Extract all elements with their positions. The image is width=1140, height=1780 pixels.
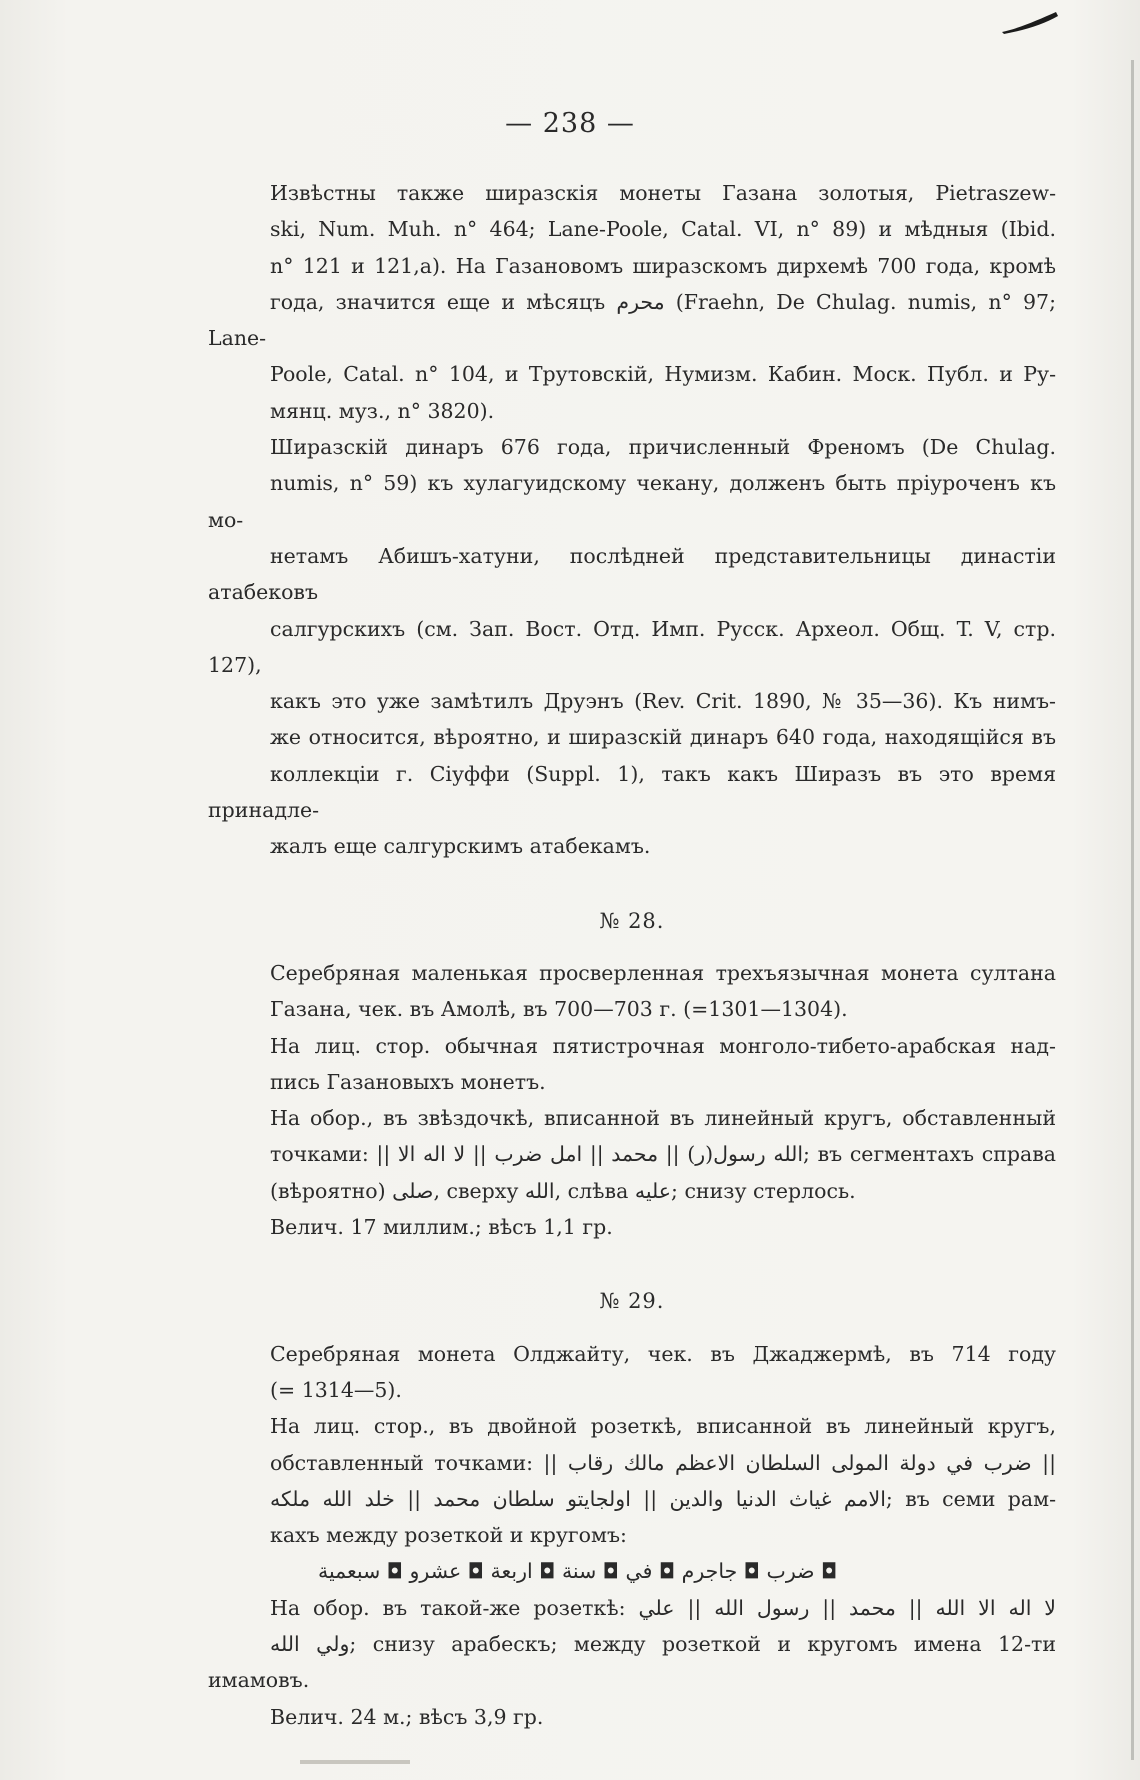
text-line: (вѣроятно) صلى, сверху الله, слѣва عليه; снизу стерлось. <box>270 1178 856 1203</box>
text-line: Газана, чек. въ Амолѣ, въ 700—703 г. (=1301—1304). <box>270 997 848 1022</box>
text-line: n° 121 и 121,а). На Газановомъ ширазскомъ дирхемѣ 700 года, кромѣ <box>270 253 1056 278</box>
paragraph-shiraz-coins <box>208 175 1056 429</box>
text-line: какъ это уже замѣтилъ Друэнъ (Rev. Crit. 1890, № 35—36). Къ нимъ- <box>270 689 1056 714</box>
text-line: На обор. въ такой-же розеткѣ: لا اله الا الله || محمد || رسول الله || علي <box>270 1595 1056 1620</box>
ink-mark <box>1000 10 1060 34</box>
text-line: numis, n° 59) къ хулагуидскому чекану, долженъ быть пріуроченъ къ мо- <box>208 471 1056 532</box>
text-body <box>208 175 1056 1735</box>
text-line: жалъ еще салгурскимъ атабекамъ. <box>270 834 651 859</box>
paragraph-coin-28-reverse <box>208 1100 1056 1209</box>
arabic-frames-line <box>208 1553 1056 1589</box>
paragraph-coin-29-reverse <box>208 1590 1056 1699</box>
text-line: Серебряная маленькая просверленная трехъязычная монета султана <box>270 960 1056 985</box>
text-line: года, значится еще и мѣсяцъ محرم (Fraehn, De Chulag. numis, n° 97; Lane- <box>208 289 1056 351</box>
text-line: الامم غياث الدنيا والدين || اولجايتو سلطان محمد || خلد الله ملكه; въ семи рам- <box>270 1486 1056 1511</box>
text-line: мянц. муз., n° 3820). <box>270 398 495 423</box>
text-line: кахъ между розеткой и кругомъ: <box>270 1523 627 1548</box>
text-line: пись Газановыхъ монетъ. <box>270 1069 546 1094</box>
text-line: Велич. 17 миллим.; вѣсъ 1,1 гр. <box>270 1215 613 1240</box>
paragraph-coin-28-description <box>208 955 1056 1028</box>
text-line: обставленный точками: || ضرب في دولة المولى السلطان الاعظم مالك رقاب || <box>270 1450 1056 1475</box>
text-line: Серебряная монета Олджайту, чек. въ Джаджермѣ, въ 714 году <box>270 1341 1056 1366</box>
text-line: Извѣстны также ширазскія монеты Газана золотыя, Pietraszew- <box>270 181 1056 205</box>
text-line: На лиц. стор., въ двойной розеткѣ, вписанной въ линейный кругъ, <box>270 1414 1056 1439</box>
entry-heading-29: № 29. <box>599 1289 665 1314</box>
text-line: На обор., въ звѣздочкѣ, вписанной въ линейный кругъ, обставленный <box>270 1106 1056 1131</box>
page-number: — 238 — <box>505 108 635 139</box>
text-line: коллекціи г. Сіуффи (Suppl. 1), такъ какъ Ширазъ въ это время принадле- <box>208 761 1056 823</box>
text-line: Poole, Catal. n° 104, и Трутовскій, Нумизм. Кабин. Моск. Публ. и Ру- <box>270 362 1056 387</box>
text-line: На лиц. стор. обычная пятистрочная монголо-тибето-арабская над- <box>270 1033 1056 1058</box>
text-line: Велич. 24 м.; вѣсъ 3,9 гр. <box>270 1704 544 1729</box>
paragraph-coin-29-description <box>208 1336 1056 1409</box>
paragraph-shiraz-dinar <box>208 429 1056 865</box>
text-line: же относится, вѣроятно, и ширазскій динаръ 640 года, находящійся въ <box>270 725 1056 750</box>
text-line: ولي الله; снизу арабескъ; между розеткой и кругомъ имена 12-ти имамовъ. <box>208 1631 1056 1693</box>
text-line: ski, Num. Muh. n° 464; Lane-Poole, Catal. VI, n° 89) и мѣдныя (Ibid. <box>270 217 1056 242</box>
text-line: точками: || الله رسول(ر) || محمد || امل ضرب || لا اله الا; въ сегментахъ справа <box>270 1142 1056 1167</box>
paragraph-coin-28-size <box>208 1209 1056 1245</box>
text-line: Ширазскій динаръ 676 года, причисленный Френомъ (De Chulag. <box>270 435 1056 460</box>
page-edge-shadow <box>1131 60 1134 1760</box>
paragraph-coin-29-obverse <box>208 1408 1056 1553</box>
bottom-scan-mark <box>300 1760 410 1764</box>
text-line: салгурскихъ (см. Зап. Вост. Отд. Имп. Русск. Археол. Общ. T. V, стр. 127), <box>208 616 1056 677</box>
text-line: ضرب ◘ جاجرم ◘ في ◘ سنة ◘ اربعة ◘ عشرو ◘ سبعمية ◘ <box>318 1559 838 1584</box>
text-line: (= 1314—5). <box>270 1377 402 1402</box>
text-line: нетамъ Абишъ-хатуни, послѣдней представительницы династіи атабековъ <box>208 543 1056 605</box>
paragraph-coin-29-size <box>208 1699 1056 1735</box>
paragraph-coin-28-obverse <box>208 1028 1056 1101</box>
entry-heading-28: № 28. <box>599 908 665 933</box>
